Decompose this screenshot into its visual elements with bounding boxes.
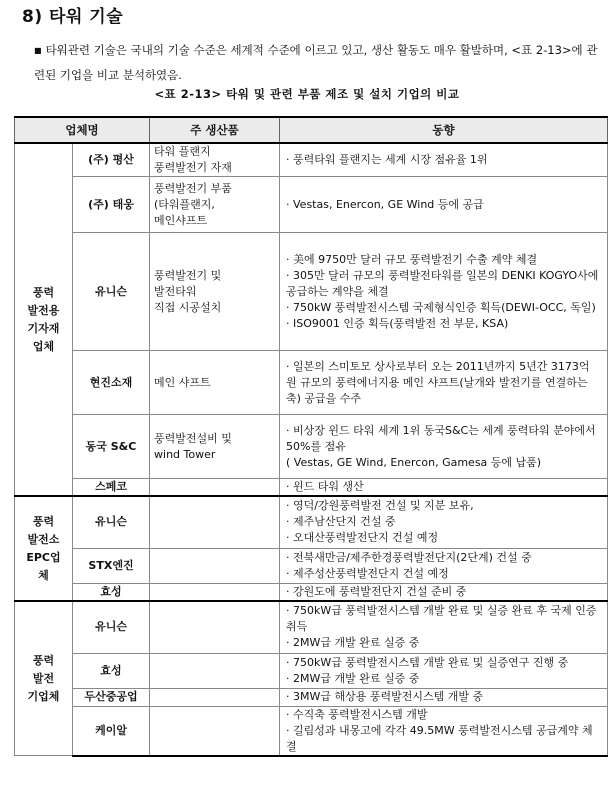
product-cell-line: 메인샤프트 — [154, 213, 208, 227]
company-comparison-table — [14, 116, 608, 757]
trend-cell — [280, 653, 608, 688]
company-name-cell-line: (주) 태웅 — [88, 197, 134, 211]
product-cell-line: 타워 플랜지 — [154, 145, 211, 158]
group-name-cell-line: 풍력 — [32, 514, 55, 528]
group-name-cell-line: 발전 — [32, 671, 55, 685]
header-product: 주 생산품 — [150, 117, 280, 143]
product-cell — [150, 415, 280, 479]
company-name-cell-line: 효성 — [100, 584, 122, 598]
company-name-cell — [73, 177, 150, 233]
product-cell-line: 풍력발전설비 및 — [154, 431, 232, 445]
product-cell — [150, 706, 280, 756]
product-cell — [150, 177, 280, 233]
product-cell — [150, 601, 280, 653]
product-cell — [150, 496, 280, 548]
table-row — [15, 653, 608, 688]
company-name-cell — [73, 706, 150, 756]
trend-item: · 윈드 타워 생산 — [286, 480, 364, 493]
table-row — [15, 351, 608, 415]
group-name-cell-line: 업체 — [32, 339, 55, 353]
group-name-cell-line: 풍력 — [32, 653, 55, 667]
trend-cell — [280, 479, 608, 497]
product-cell — [150, 351, 280, 415]
table-header-row — [15, 117, 608, 143]
product-cell-line: 직접 시공설치 — [154, 300, 222, 314]
company-name-cell-line: 두산중공업 — [84, 690, 138, 703]
company-name-cell-line: 유니슨 — [95, 620, 127, 634]
company-name-cell — [73, 548, 150, 583]
product-cell — [150, 688, 280, 706]
product-cell-line: 메인 샤프트 — [154, 375, 211, 389]
group-name-cell-line: 체 — [38, 568, 49, 582]
header-trend: 동향 — [280, 117, 608, 143]
trend-item: · 영덕/강원풍력발전 건설 및 지분 보유, — [286, 499, 474, 513]
intro-paragraph — [34, 38, 606, 88]
company-name-cell — [73, 601, 150, 653]
trend-item: · 750kW 풍력발전시스템 국제형식인증 획득(DEWI-OCC, 독일) — [286, 300, 596, 314]
trend-cell — [280, 496, 608, 548]
group-name-cell — [15, 601, 73, 756]
trend-item: · 美에 9750만 달러 규모 풍력발전기 수출 계약 체결 — [286, 252, 538, 266]
trend-item: · 제주성산풍력발전단지 건설 예정 — [286, 566, 449, 580]
trend-cell — [280, 233, 608, 351]
product-cell — [150, 583, 280, 601]
table-row — [15, 688, 608, 706]
trend-item: · 풍력타워 플랜지는 세계 시장 점유율 1위 — [286, 153, 488, 166]
header-company: 업체명 — [15, 117, 150, 143]
table-caption: <표 2-13> 타워 및 관련 부품 제조 및 설치 기업의 비교 — [154, 87, 460, 101]
group-name-cell-line: 기업체 — [27, 689, 60, 703]
product-cell — [150, 143, 280, 177]
company-name-cell-line: (주) 평산 — [88, 153, 134, 166]
table-body — [15, 143, 608, 756]
group-name-cell-line: 풍력 — [32, 285, 55, 299]
bullet-square-icon: ■ — [34, 46, 42, 55]
product-cell — [150, 233, 280, 351]
trend-cell — [280, 601, 608, 653]
trend-item: · 강원도에 풍력발전단지 건설 준비 중 — [286, 584, 467, 598]
trend-item: · 제주남산단지 건설 중 — [286, 515, 396, 529]
table-row — [15, 479, 608, 497]
group-name-cell-line: 발전용 — [27, 303, 60, 317]
table-row — [15, 415, 608, 479]
trend-item: · 2MW급 개발 완료 실증 중 — [286, 671, 420, 685]
trend-item: · Vestas, Enercon, GE Wind 등에 공급 — [286, 197, 484, 211]
trend-cell — [280, 688, 608, 706]
product-cell — [150, 479, 280, 497]
company-name-cell-line: 동국 S&C — [85, 439, 137, 453]
trend-item: · 일본의 스미토모 상사로부터 오는 2011년까지 5년간 3173억 원 규모의 풍력에너지용 메인 샤프트(날개와 발전기를 연결하는 축) 공급을 수주 — [286, 359, 590, 405]
company-name-cell — [73, 583, 150, 601]
trend-item: · ISO9001 인증 획득(풍력발전 전 부문, KSA) — [286, 316, 509, 330]
company-name-cell — [73, 479, 150, 497]
company-name-cell — [73, 496, 150, 548]
table-row — [15, 143, 608, 177]
company-name-cell-line: STX엔진 — [88, 558, 134, 572]
company-name-cell-line: 효성 — [100, 663, 122, 677]
company-name-cell-line: 스페코 — [95, 480, 127, 493]
group-name-cell-line: EPC업 — [26, 550, 61, 564]
product-cell-line: 발전타워 — [154, 284, 197, 298]
product-cell-line: 풍력발전기 및 — [154, 268, 222, 282]
trend-item: · 750kW급 풍력발전시스템 개발 완료 및 실증 완료 후 국제 인증 취득 — [286, 604, 597, 634]
group-name-cell-line: 발전소 — [27, 532, 60, 546]
trend-item: · 750kW급 풍력발전시스템 개발 완료 및 실증연구 진행 중 — [286, 655, 569, 669]
group-name-cell — [15, 496, 73, 601]
company-name-cell — [73, 351, 150, 415]
product-cell — [150, 653, 280, 688]
trend-cell — [280, 177, 608, 233]
table-row — [15, 496, 608, 548]
table-row — [15, 233, 608, 351]
company-name-cell-line: 케이알 — [95, 723, 127, 737]
group-name-cell — [15, 143, 73, 496]
product-cell — [150, 548, 280, 583]
trend-item: · 오대산풍력발전단지 건설 예정 — [286, 531, 439, 545]
trend-cell — [280, 583, 608, 601]
product-cell-line: 풍력발전기 부품 — [154, 181, 232, 195]
group-name-cell-line: 기자재 — [27, 321, 60, 335]
trend-cell — [280, 548, 608, 583]
company-name-cell — [73, 415, 150, 479]
trend-item: · 전북새만금/제주한경풍력발전단지(2단계) 건설 중 — [286, 550, 532, 564]
company-name-cell — [73, 688, 150, 706]
table-row — [15, 706, 608, 756]
table-row — [15, 583, 608, 601]
trend-item: · 3MW급 해상용 풍력발전시스템 개발 중 — [286, 690, 484, 703]
trend-item: ( Vestas, GE Wind, Enercon, Gamesa 등에 납품) — [286, 455, 542, 469]
trend-cell — [280, 415, 608, 479]
trend-item: · 길림성과 내몽고에 각각 49.5MW 풍력발전시스템 공급계약 체결 — [286, 723, 593, 753]
trend-item: · 305만 달러 규모의 풍력발전타워를 일본의 DENKI KOGYO사에 공급하는 계약을 체결 — [286, 268, 599, 298]
section-title: 8) 타워 기술 — [22, 7, 124, 27]
table-row — [15, 177, 608, 233]
trend-cell — [280, 351, 608, 415]
trend-cell — [280, 143, 608, 177]
company-name-cell — [73, 653, 150, 688]
company-name-cell-line: 유니슨 — [95, 284, 127, 298]
product-cell-line: wind Tower — [154, 447, 216, 461]
company-name-cell-line: 유니슨 — [95, 515, 127, 529]
product-cell-line: (타워플랜지, — [154, 197, 215, 211]
company-name-cell — [73, 233, 150, 351]
product-cell-line: 풍력발전기 자재 — [154, 161, 232, 174]
table-row — [15, 548, 608, 583]
trend-item: · 2MW급 개발 완료 실증 중 — [286, 636, 420, 650]
trend-cell — [280, 706, 608, 756]
table-row — [15, 601, 608, 653]
trend-item: · 비상장 윈드 타워 세계 1위 동국S&C는 세계 풍력타워 분야에서 50%를 점유 — [286, 423, 596, 453]
company-name-cell-line: 현진소재 — [89, 375, 133, 389]
intro-text: 타워관련 기술은 국내의 기술 수준은 세계적 수준에 이르고 있고, 생산 활동도 매우 활발하며, <표 2-13>에 관련된 기업을 비교 분석하였음. — [34, 43, 598, 82]
company-name-cell — [73, 143, 150, 177]
trend-item: · 수직축 풍력발전시스템 개발 — [286, 707, 428, 721]
